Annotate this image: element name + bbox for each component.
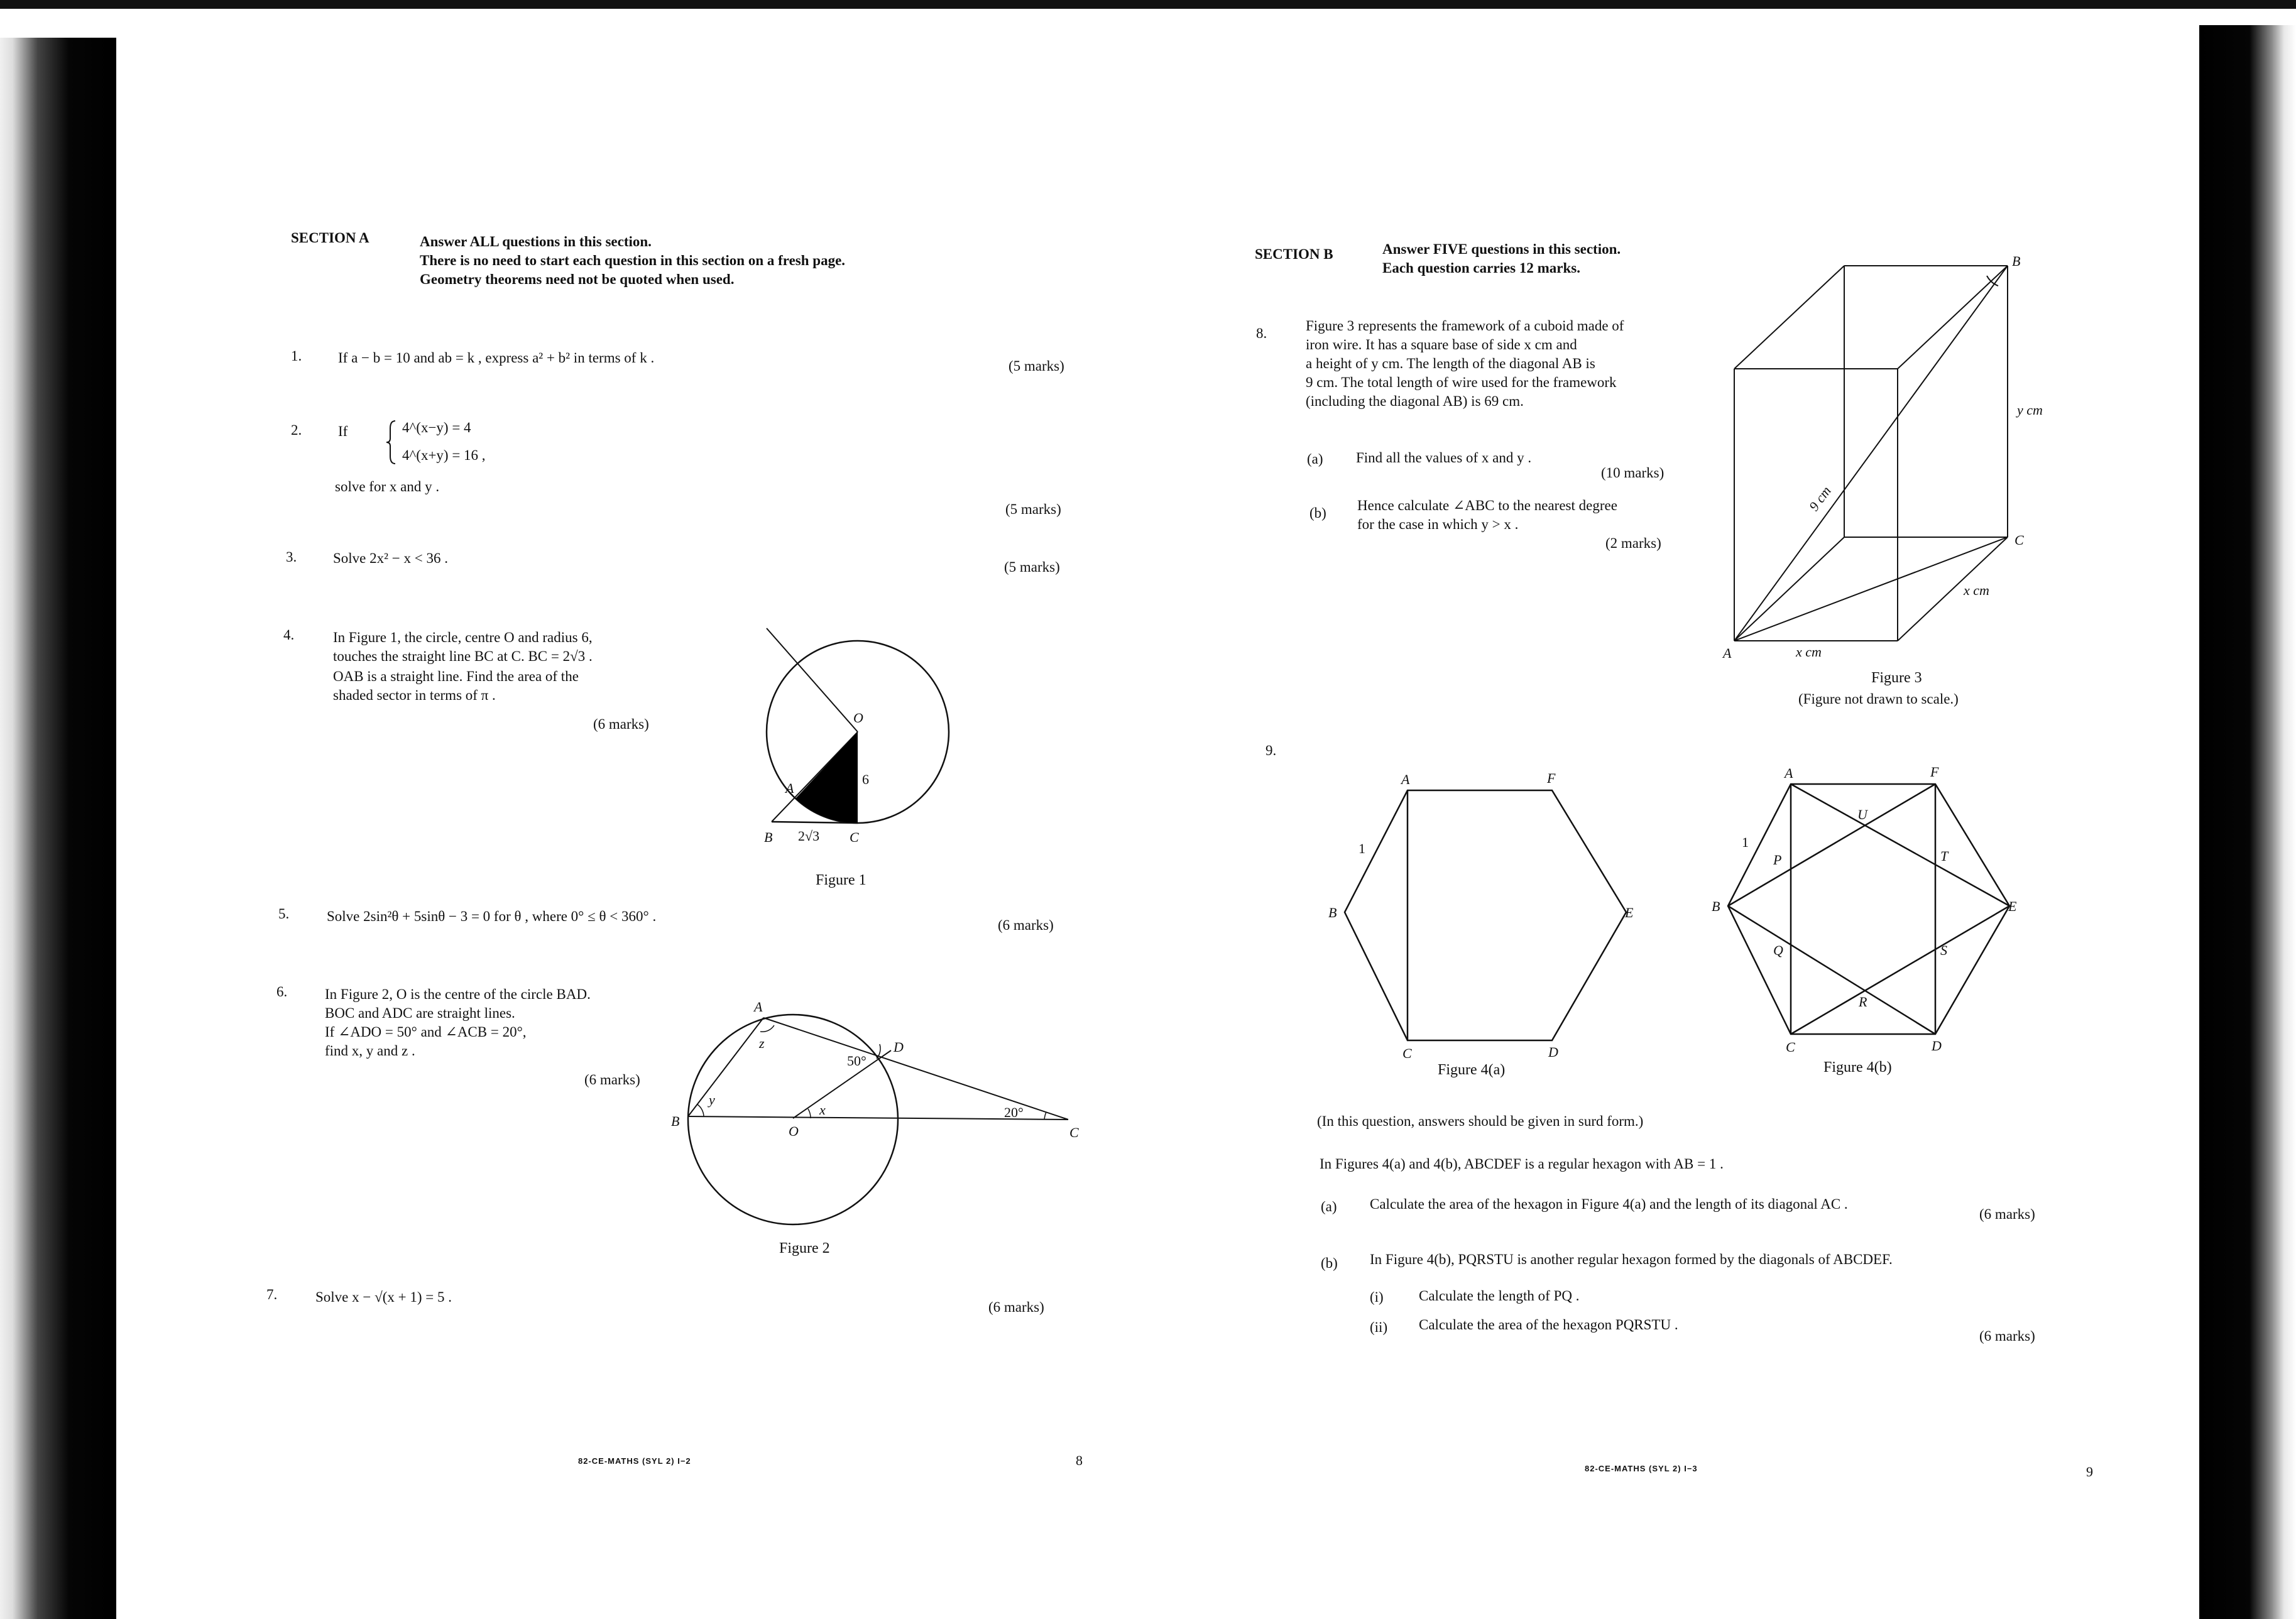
q8-line-3: a height of y cm. The length of the diagonal AB is	[1306, 356, 1595, 371]
q4-marks: (6 marks)	[593, 716, 649, 732]
figure4b-label-one: 1	[1742, 834, 1749, 850]
q9-part-a: Calculate the area of the hexagon in Figure 4(a) and the length of its diagonal AC .	[1370, 1196, 1848, 1212]
section-a-header: SECTION A	[291, 230, 369, 246]
figure4b-label-s: S	[1940, 942, 1947, 958]
figure4b-caption: Figure 4(b)	[1823, 1059, 1892, 1076]
figure4a-label-f: F	[1547, 770, 1556, 786]
q8-line-4: 9 cm. The total length of wire used for the framework	[1306, 374, 1617, 390]
figure3-label-a: A	[1723, 645, 1732, 661]
figure3-label-9cm: 9 cm	[1805, 483, 1834, 514]
q5-number: 5.	[278, 906, 290, 922]
figure-4b	[1697, 754, 2048, 1068]
q9-part-b-ii-label: (ii)	[1370, 1319, 1388, 1335]
q5-text: Solve 2sin²θ + 5sinθ − 3 = 0 for θ , where 0° ≤ θ < 360° .	[327, 908, 657, 924]
figure4b-hexagon	[1728, 784, 2009, 1034]
q8-line-2: iron wire. It has a square base of side x cm and	[1306, 337, 1577, 352]
q9-intro: In Figures 4(a) and 4(b), ABCDEF is a regular hexagon with AB = 1 .	[1320, 1156, 1724, 1172]
figure2-line-od	[793, 1050, 891, 1118]
q7-marks: (6 marks)	[988, 1299, 1044, 1315]
q2-equation-1: 4^(x−y) = 4	[402, 420, 471, 435]
figure4b-label-p: P	[1773, 852, 1782, 868]
scan-right-edge	[2199, 25, 2296, 1619]
section-b-instruction-1: Answer FIVE questions in this section.	[1382, 241, 1621, 257]
q1-text: If a − b = 10 and ab = k , express a² + b² in terms of k .	[338, 350, 655, 366]
q6-number: 6.	[276, 984, 288, 1000]
q2-solve: solve for x and y .	[335, 479, 440, 494]
q4-number: 4.	[283, 627, 295, 643]
section-b-instruction-2: Each question carries 12 marks.	[1382, 260, 1580, 276]
q6-line-2: BOC and ADC are straight lines.	[325, 1005, 515, 1021]
q8-part-a: Find all the values of x and y .	[1356, 450, 1532, 466]
figure4b-label-d: D	[1932, 1038, 1942, 1054]
q5-marks: (6 marks)	[998, 917, 1054, 933]
figure1-label-bc: 2√3	[798, 828, 820, 844]
figure4a-label-b: B	[1328, 905, 1337, 920]
q3-marks: (5 marks)	[1004, 559, 1060, 575]
figure3-label-xcm-side: x cm	[1964, 582, 1989, 598]
figure4b-label-q: Q	[1773, 942, 1783, 958]
figure1-label-six: 6	[862, 771, 869, 787]
scan-top-edge	[0, 0, 2296, 9]
figure4b-label-a: A	[1785, 765, 1793, 781]
q8-line-5: (including the diagonal AB) is 69 cm.	[1306, 393, 1524, 409]
figure4b-label-b: B	[1712, 898, 1720, 914]
q9-part-b-marks: (6 marks)	[1979, 1328, 2035, 1344]
figure1-label-a: A	[785, 780, 794, 796]
figure4b-label-t: T	[1940, 848, 1949, 864]
figure1-shaded-sector	[795, 732, 858, 823]
figure3-note: (Figure not drawn to scale.)	[1798, 691, 1959, 707]
q9-part-b: In Figure 4(b), PQRSTU is another regular hexagon formed by the diagonals of ABCDEF.	[1370, 1251, 1893, 1267]
q4-line-2: touches the straight line BC at C. BC = 2√3 .	[333, 648, 593, 664]
figure4b-label-c: C	[1786, 1039, 1795, 1055]
q3-text: Solve 2x² − x < 36 .	[333, 550, 448, 566]
figure2-label-50: 50°	[847, 1053, 866, 1069]
figure1-label-o: O	[853, 710, 863, 726]
left-footer-code: 82-CE-MATHS (SYL 2) I−2	[578, 1456, 691, 1466]
figure4b-label-f: F	[1930, 764, 1939, 780]
q8-number: 8.	[1256, 325, 1267, 341]
q6-line-3: If ∠ADO = 50° and ∠ACB = 20°,	[325, 1024, 527, 1040]
q9-part-b-ii: Calculate the area of the hexagon PQRSTU .	[1419, 1317, 1678, 1333]
figure2-label-c: C	[1069, 1125, 1079, 1140]
section-a-instruction-2: There is no need to start each question in this section on a fresh page.	[420, 253, 846, 268]
q8-part-b-line-2: for the case in which y > x .	[1357, 516, 1519, 532]
left-page-number: 8	[1076, 1453, 1083, 1468]
q9-note: (In this question, answers should be given in surd form.)	[1317, 1113, 1644, 1129]
figure2-line-ab	[688, 1018, 763, 1116]
right-footer-code: 82-CE-MATHS (SYL 2) I−3	[1585, 1464, 1698, 1473]
right-page-number: 9	[2086, 1464, 2093, 1480]
q8-line-1: Figure 3 represents the framework of a cuboid made of	[1306, 318, 1624, 334]
q1-number: 1.	[291, 348, 302, 364]
figure1-caption: Figure 1	[816, 872, 866, 888]
figure4b-label-r: R	[1859, 994, 1867, 1010]
q9-part-a-label: (a)	[1321, 1199, 1337, 1214]
figure4a-label-c: C	[1402, 1045, 1412, 1061]
q8-part-b-marks: (2 marks)	[1605, 535, 1661, 551]
figure4b-label-e: E	[2008, 898, 2017, 914]
figure1-label-b: B	[764, 829, 773, 845]
q7-text: Solve x − √(x + 1) = 5 .	[315, 1289, 452, 1305]
figure2-circle	[688, 1015, 898, 1224]
q8-part-a-label: (a)	[1307, 451, 1323, 467]
figure3-label-ycm: y cm	[2017, 402, 2043, 418]
figure4a-label-d: D	[1548, 1044, 1558, 1060]
figure2-label-b: B	[671, 1113, 680, 1129]
figure4a-label-a: A	[1401, 771, 1410, 787]
q9-number: 9.	[1266, 743, 1277, 758]
figure-3	[1715, 248, 2067, 682]
figure2-label-a: A	[754, 999, 763, 1015]
q9-part-b-i: Calculate the length of PQ .	[1419, 1288, 1580, 1304]
q7-number: 7.	[266, 1287, 278, 1302]
q8-part-b-line-1: Hence calculate ∠ABC to the nearest degree	[1357, 498, 1617, 513]
q2-brace	[386, 420, 399, 465]
figure2-label-o: O	[789, 1123, 799, 1139]
q2-number: 2.	[291, 422, 302, 438]
figure4a-label-one: 1	[1358, 841, 1365, 856]
section-a-instruction-1: Answer ALL questions in this section.	[420, 234, 652, 249]
q2-equation-2: 4^(x+y) = 16 ,	[402, 447, 486, 463]
q6-marks: (6 marks)	[584, 1072, 640, 1088]
q9-part-b-label: (b)	[1321, 1255, 1338, 1271]
figure2-label-x: x	[819, 1102, 826, 1118]
q8-part-b-label: (b)	[1309, 505, 1326, 521]
figure3-label-b: B	[2012, 253, 2021, 269]
figure-2	[660, 986, 1087, 1263]
q9-part-b-i-label: (i)	[1370, 1289, 1384, 1305]
figure3-label-xcm-base: x cm	[1796, 644, 1822, 660]
figure-4a	[1313, 760, 1665, 1074]
figure4a-caption: Figure 4(a)	[1438, 1062, 1506, 1078]
figure1-label-c: C	[850, 829, 859, 845]
q4-line-1: In Figure 1, the circle, centre O and radius 6,	[333, 630, 593, 645]
figure3-label-c: C	[2014, 532, 2024, 548]
q6-line-4: find x, y and z .	[325, 1043, 415, 1059]
q4-line-4: shaded sector in terms of π .	[333, 687, 496, 703]
figure2-label-20: 20°	[1004, 1104, 1024, 1120]
scan-left-edge	[0, 38, 116, 1619]
figure-1	[748, 628, 961, 867]
q2-if: If	[338, 423, 348, 439]
figure4a-hexagon	[1345, 790, 1626, 1040]
figure4b-label-u: U	[1857, 807, 1867, 822]
q3-number: 3.	[286, 549, 297, 565]
q8-part-a-marks: (10 marks)	[1601, 465, 1665, 481]
q9-part-a-marks: (6 marks)	[1979, 1206, 2035, 1222]
figure2-label-y: y	[709, 1092, 715, 1108]
figure3-caption: Figure 3	[1871, 670, 1922, 686]
section-b-header: SECTION B	[1255, 246, 1333, 262]
q4-line-3: OAB is a straight line. Find the area of the	[333, 668, 579, 684]
figure2-label-z: z	[759, 1035, 765, 1051]
section-a-instruction-3: Geometry theorems need not be quoted when used.	[420, 271, 735, 287]
figure2-caption: Figure 2	[779, 1240, 830, 1256]
figure4a-label-e: E	[1625, 905, 1634, 920]
q6-line-1: In Figure 2, O is the centre of the circle BAD.	[325, 986, 591, 1002]
q2-marks: (5 marks)	[1005, 501, 1061, 517]
q1-marks: (5 marks)	[1009, 358, 1064, 374]
figure2-label-d: D	[894, 1039, 904, 1055]
